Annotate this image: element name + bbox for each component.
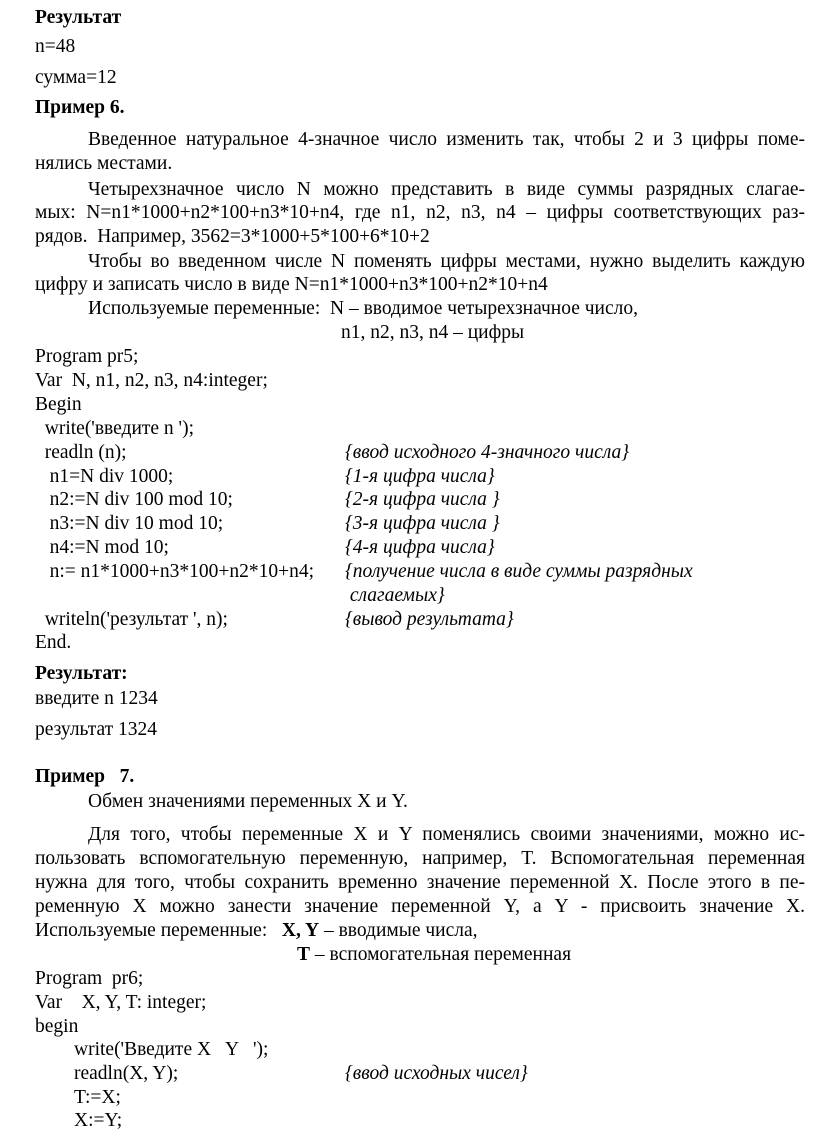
text-line: [88, 128, 805, 152]
text-line: [35, 35, 75, 59]
code-line: [35, 417, 194, 441]
code-line: [74, 1086, 121, 1110]
text-line: [35, 66, 117, 90]
line-text: End.: [35, 632, 72, 653]
text-line: [35, 152, 172, 176]
text-line: [88, 178, 805, 202]
code-comment: {1-я цифра числа}: [345, 466, 495, 487]
heading: [35, 96, 125, 120]
line-text: Var X, Y, T: integer;: [35, 992, 207, 1013]
heading: [35, 6, 121, 30]
code-line: [35, 1015, 78, 1039]
line-text: n2:=N div 100 mod 10;: [35, 489, 233, 510]
line-text: Var N, n1, n2, n3, n4:integer;: [35, 370, 268, 391]
line-text: Используемые переменные: N – вводимое четырехзначное число,: [88, 298, 639, 319]
heading: [35, 765, 134, 789]
code-line: [35, 345, 138, 369]
bold-variable-names: X, Y: [281, 920, 320, 941]
line-text: n:= n1*1000+n3*100+n2*10+n4;: [35, 561, 315, 582]
line-text: Результат:: [35, 663, 128, 684]
line-text: Введенное натуральное 4-значное число изменить так, чтобы 2 и 3 цифры поме-: [88, 129, 805, 150]
line-text: X:=Y;: [74, 1110, 123, 1131]
text-line: [35, 273, 548, 297]
code-line: [35, 441, 127, 465]
code-line: [35, 512, 223, 536]
code-line: [35, 560, 314, 584]
code-comment: {4-я цифра числа}: [345, 537, 495, 558]
line-text: n1, n2, n3, n4 – цифры: [341, 322, 525, 343]
line-text: Пример 7.: [35, 766, 135, 787]
text-line: [35, 225, 430, 249]
code-comment: слагаемых}: [345, 585, 445, 606]
code-line: [35, 991, 206, 1015]
code-line: [35, 967, 143, 991]
line-text-rest: – вспомогательная переменная: [310, 944, 572, 965]
code-line: [74, 1038, 268, 1062]
line-text: n=48: [35, 36, 76, 57]
code-line: [35, 631, 71, 655]
line-text: n1=N div 1000;: [35, 466, 174, 487]
code-comment: {ввод исходных чисел}: [345, 1063, 528, 1084]
text-line: [35, 718, 157, 742]
line-text: сумма=12: [35, 67, 117, 88]
line-text: ременную X можно занести значение переменной Y, а Y - присвоить значение X.: [35, 896, 805, 917]
line-text: рядов. Например, 3562=3*1000+5*100+6*10+2: [35, 226, 430, 247]
line-text: writeln('результат ', n);: [35, 609, 228, 630]
line-text: Чтобы во введенном числе N поменять цифры местами, нужно выделить каждую: [88, 251, 805, 272]
line-text: мых: N=n1*1000+n2*100+n3*10+n4, где n1, n2, n3, n4 – цифры соответствующих раз-: [35, 202, 805, 223]
line-text: write('Введите X Y ');: [74, 1039, 269, 1060]
code-line: [35, 465, 173, 489]
code-line: [35, 369, 268, 393]
text-line: [35, 895, 805, 919]
text-line: [88, 297, 638, 321]
line-text: Используемые переменные:: [35, 920, 282, 941]
line-text: нужна для того, чтобы сохранить временно значение переменной X. После этого в пе-: [35, 872, 805, 893]
line-text: Program pr6;: [35, 968, 144, 989]
text-line: [35, 847, 805, 871]
code-comment: {вывод результата}: [345, 609, 514, 630]
line-text: n4:=N mod 10;: [35, 537, 169, 558]
code-line: [74, 1062, 178, 1086]
code-comment: {получение числа в виде суммы разрядных: [345, 561, 693, 582]
line-text: T:=X;: [74, 1087, 121, 1108]
line-text: Program pr5;: [35, 346, 139, 367]
line-text: Четырехзначное число N можно представить в виде суммы разрядных слагае-: [88, 179, 805, 200]
code-line: [35, 488, 233, 512]
code-line: [35, 393, 82, 417]
line-text: Begin: [35, 394, 82, 415]
line-text: Результат: [35, 7, 122, 28]
text-line: [35, 687, 158, 711]
line-text: n3:=N div 10 mod 10;: [35, 513, 224, 534]
text-line: [35, 201, 805, 225]
line-text: readln (n);: [35, 442, 127, 463]
text-line: [341, 321, 524, 345]
line-text: пользовать вспомогательную переменную, например, T. Вспомогательная переменная: [35, 848, 805, 869]
code-comment: {ввод исходного 4-значного числа}: [345, 442, 630, 463]
line-text: цифру и записать число в виде N=n1*1000+n3*100+n2*10+n4: [35, 274, 548, 295]
text-line: [88, 790, 408, 814]
line-text: результат 1324: [35, 719, 158, 740]
code-line: [74, 1109, 122, 1133]
line-text: Обмен значениями переменных X и Y.: [88, 791, 408, 812]
line-text: Для того, чтобы переменные X и Y поменялись своими значениями, можно ис-: [88, 824, 805, 845]
code-line: [35, 608, 228, 632]
text-line: [88, 823, 805, 847]
text-line: [35, 871, 805, 895]
line-text: Пример 6.: [35, 97, 125, 118]
line-text: нялись местами.: [35, 153, 173, 174]
line-text: write('введите n ');: [35, 418, 194, 439]
text-line: [35, 919, 478, 943]
text-line: [297, 943, 571, 967]
line-text: readln(X, Y);: [74, 1063, 179, 1084]
code-line: [35, 536, 169, 560]
code-comment: {3-я цифра числа }: [345, 513, 500, 534]
heading: [35, 662, 128, 686]
bold-variable-names: T: [297, 944, 311, 965]
code-comment: {2-я цифра числа }: [345, 489, 500, 510]
line-text: begin: [35, 1016, 79, 1037]
line-text-rest: – вводимые числа,: [319, 920, 478, 941]
text-line: [88, 250, 805, 274]
line-text: введите n 1234: [35, 688, 158, 709]
